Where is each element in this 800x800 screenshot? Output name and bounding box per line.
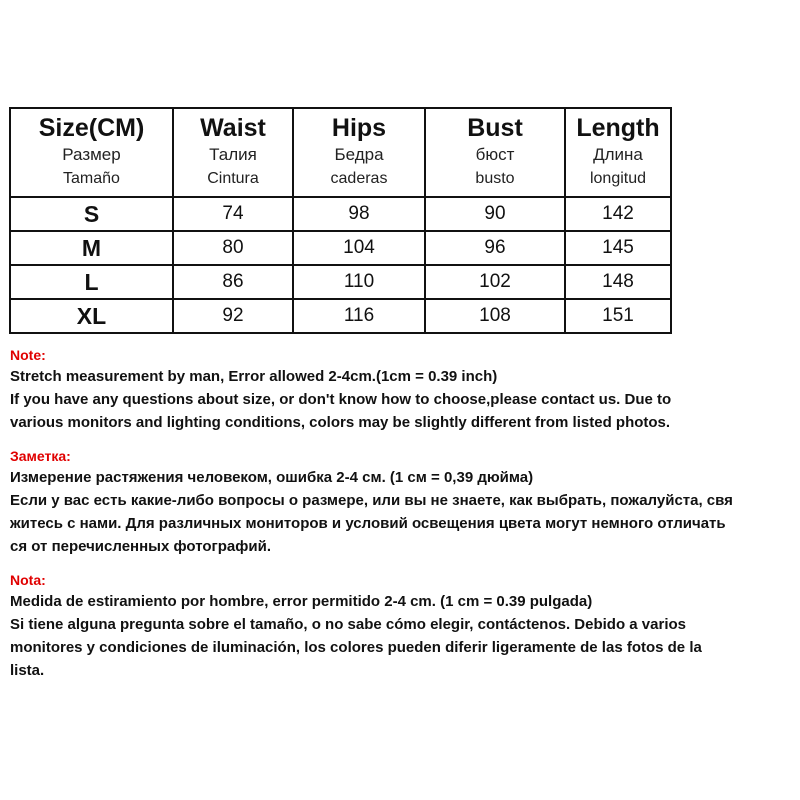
header-hips: [293, 108, 425, 197]
header-waist: [173, 108, 293, 197]
header-length: [565, 108, 671, 197]
header-hips-en: Hips: [331, 114, 387, 142]
waist-cell: 74: [173, 197, 293, 231]
note-line: various monitors and lighting conditions, colors may be slightly different from listed photos.: [10, 414, 671, 431]
note-line: monitores y condiciones de iluminación, los colores pueden diferir ligeramente de las fotos de la: [10, 639, 702, 656]
header-bust-es: busto: [475, 170, 515, 187]
note-line: Измерение растяжения человеком, ошибка 2-4 см. (1 см = 0,39 дюйма): [10, 469, 534, 486]
note-title-english: Note:: [10, 347, 46, 363]
note-english: [10, 345, 790, 434]
header-bust: [425, 108, 565, 197]
waist-cell: 92: [173, 299, 293, 333]
bust-cell: 102: [425, 265, 565, 299]
header-size-ru: Размер: [62, 145, 121, 164]
header-waist-en: Waist: [200, 114, 266, 142]
length-cell: 151: [565, 299, 671, 333]
table-row: [10, 231, 671, 265]
bust-cell: 90: [425, 197, 565, 231]
size-cell: M: [10, 231, 173, 265]
header-length-es: longitud: [589, 170, 647, 187]
hips-cell: 116: [293, 299, 425, 333]
note-line: Medida de estiramiento por hombre, error permitido 2-4 cm. (1 cm = 0.39 pulgada): [10, 593, 593, 610]
table-row: [10, 197, 671, 231]
bust-cell: 96: [425, 231, 565, 265]
note-line: Если у вас есть какие-либо вопросы о размере, или вы не знаете, как выбрать, пожалуйста, свя: [10, 492, 733, 509]
size-cell: L: [10, 265, 173, 299]
note-line: Stretch measurement by man, Error allowed 2-4cm.(1cm = 0.39 inch): [10, 368, 498, 385]
note-line: lista.: [10, 662, 45, 679]
bust-cell: 108: [425, 299, 565, 333]
table-row: [10, 265, 671, 299]
header-bust-ru: бюст: [475, 145, 515, 164]
size-chart-table: [9, 107, 672, 334]
hips-cell: 98: [293, 197, 425, 231]
size-cell: XL: [10, 299, 173, 333]
size-cell: S: [10, 197, 173, 231]
header-length-ru: Длина: [593, 145, 643, 164]
header-size-es: Tamaño: [63, 170, 120, 187]
note-line: Si tiene alguna pregunta sobre el tamaño, o no sabe cómo elegir, contáctenos. Debido a varios: [10, 616, 686, 633]
table-row: [10, 299, 671, 333]
header-hips-ru: Бедра: [334, 145, 384, 164]
length-cell: 145: [565, 231, 671, 265]
table-header-row: [10, 108, 671, 197]
header-bust-en: Bust: [467, 114, 523, 142]
length-cell: 142: [565, 197, 671, 231]
header-size: [10, 108, 173, 197]
note-line: ся от перечисленных фотографий.: [10, 538, 271, 555]
header-size-en: Size(CM): [38, 114, 145, 142]
note-line: If you have any questions about size, or don't know how to choose,please contact us. Due to: [10, 391, 672, 408]
header-waist-ru: Талия: [209, 145, 257, 164]
waist-cell: 80: [173, 231, 293, 265]
hips-cell: 104: [293, 231, 425, 265]
note-title-spanish: Nota:: [10, 572, 46, 588]
length-cell: 148: [565, 265, 671, 299]
note-line: житесь с нами. Для различных мониторов и условий освещения цвета могут немного отличать: [10, 515, 726, 532]
notes-section: [10, 345, 790, 694]
header-waist-es: Cintura: [207, 170, 259, 187]
note-title-russian: Заметка:: [10, 448, 71, 464]
header-hips-es: caderas: [330, 170, 388, 187]
waist-cell: 86: [173, 265, 293, 299]
hips-cell: 110: [293, 265, 425, 299]
note-spanish: [10, 570, 790, 682]
note-russian: [10, 446, 790, 558]
header-length-en: Length: [576, 114, 660, 142]
